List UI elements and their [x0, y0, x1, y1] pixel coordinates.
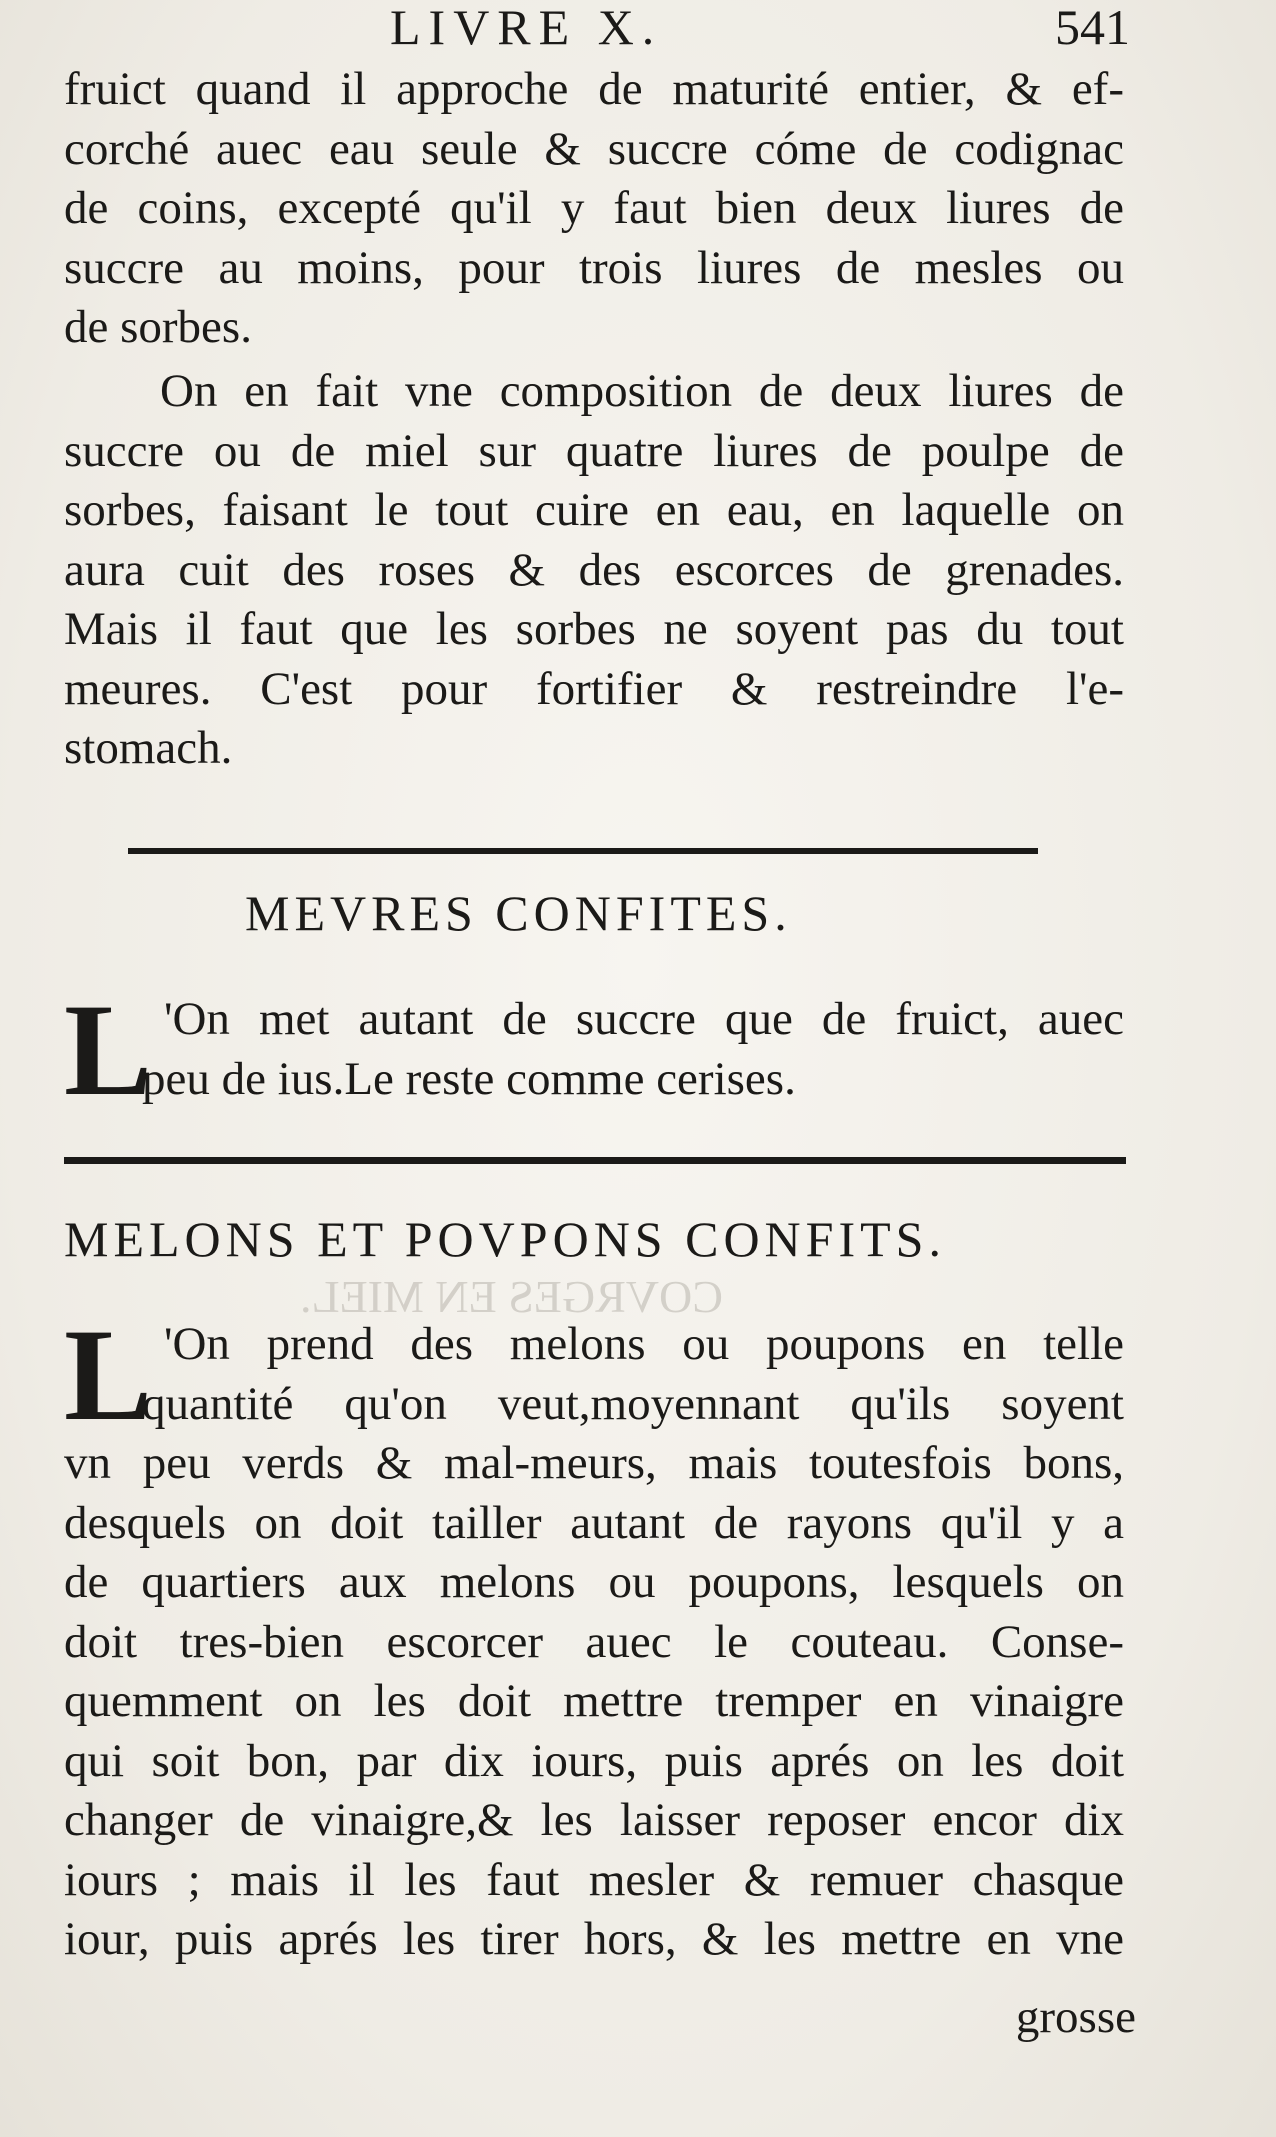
text-line: changer de vinaigre,& les laisser reposer encor dix	[64, 1794, 1124, 1846]
text-line: iour, puis aprés les tirer hors, & les mettre en vne	[64, 1913, 1124, 1965]
text-line: On en fait vne composition de deux liures de	[160, 365, 1124, 417]
text-line: sorbes, faisant le tout cuire en eau, en laquelle on	[64, 484, 1124, 536]
text-line: vn peu verds & mal-meurs, mais toutesfois bons,	[64, 1437, 1124, 1489]
section-title-melons: MELONS ET POVPONS CONFITS.	[64, 1211, 946, 1267]
text-line: succre ou de miel sur quatre liures de poulpe de	[64, 424, 1124, 477]
text-line: de quartiers aux melons ou poupons, lesquels on	[64, 1556, 1124, 1608]
text-line: desquels on doit tailler autant de rayons qu'il y a	[64, 1496, 1124, 1549]
text-line: succre au moins, pour trois liures de mesles ou	[64, 241, 1124, 294]
text-line: 'On met autant de succre que de fruict, auec	[164, 993, 1124, 1045]
drop-cap: L	[64, 1301, 153, 1448]
section-rule	[128, 848, 1038, 854]
page-number: 541	[1055, 0, 1130, 55]
section-mevres-body	[64, 976, 1124, 1123]
text-line: fruict quand il approche de maturité entier, & ef-	[64, 63, 1124, 115]
drop-cap: L	[64, 976, 153, 1123]
text-line: corché auec eau seule & succre cóme de codignac	[64, 122, 1124, 175]
running-head: LIVRE X.	[390, 0, 663, 55]
text-line: iours ; mais il les faut mesler & remuer chasque	[64, 1853, 1124, 1906]
catchword: grosse	[1015, 1991, 1136, 2043]
section-rule	[64, 1157, 1126, 1164]
text-line: stomach.	[64, 722, 233, 774]
paragraph-1	[64, 60, 1124, 358]
show-through-line: COVRGES EN MIEL.	[300, 1271, 723, 1322]
text-line: aura cuit des roses & des escorces de grenades.	[64, 543, 1124, 596]
paragraph-2	[64, 362, 1124, 779]
text-line: qui soit bon, par dix iours, puis aprés on les doit	[64, 1734, 1124, 1787]
text-line: peu de ius.Le reste comme cerises.	[142, 1052, 796, 1105]
text-line: quemment on les doit mettre tremper en vinaigre	[64, 1675, 1124, 1727]
text-line: Mais il faut que les sorbes ne soyent pas du tout	[64, 603, 1124, 655]
section-title-mevres: MEVRES CONFITES.	[245, 885, 792, 941]
page-header	[390, 0, 1130, 55]
section-melons-body	[64, 1301, 1124, 1970]
text-line: quantité qu'on veut,moyennant qu'ils soyent	[142, 1377, 1124, 1430]
text-line: de sorbes.	[64, 301, 252, 353]
text-line: 'On prend des melons ou poupons en telle	[164, 1318, 1124, 1370]
text-line: doit tres-bien escorcer auec le couteau. Conse-	[64, 1615, 1124, 1668]
text-line: de coins, excepté qu'il y faut bien deux liures de	[64, 182, 1124, 234]
text-line: meures. C'est pour fortifier & restreindre l'e-	[64, 662, 1124, 715]
